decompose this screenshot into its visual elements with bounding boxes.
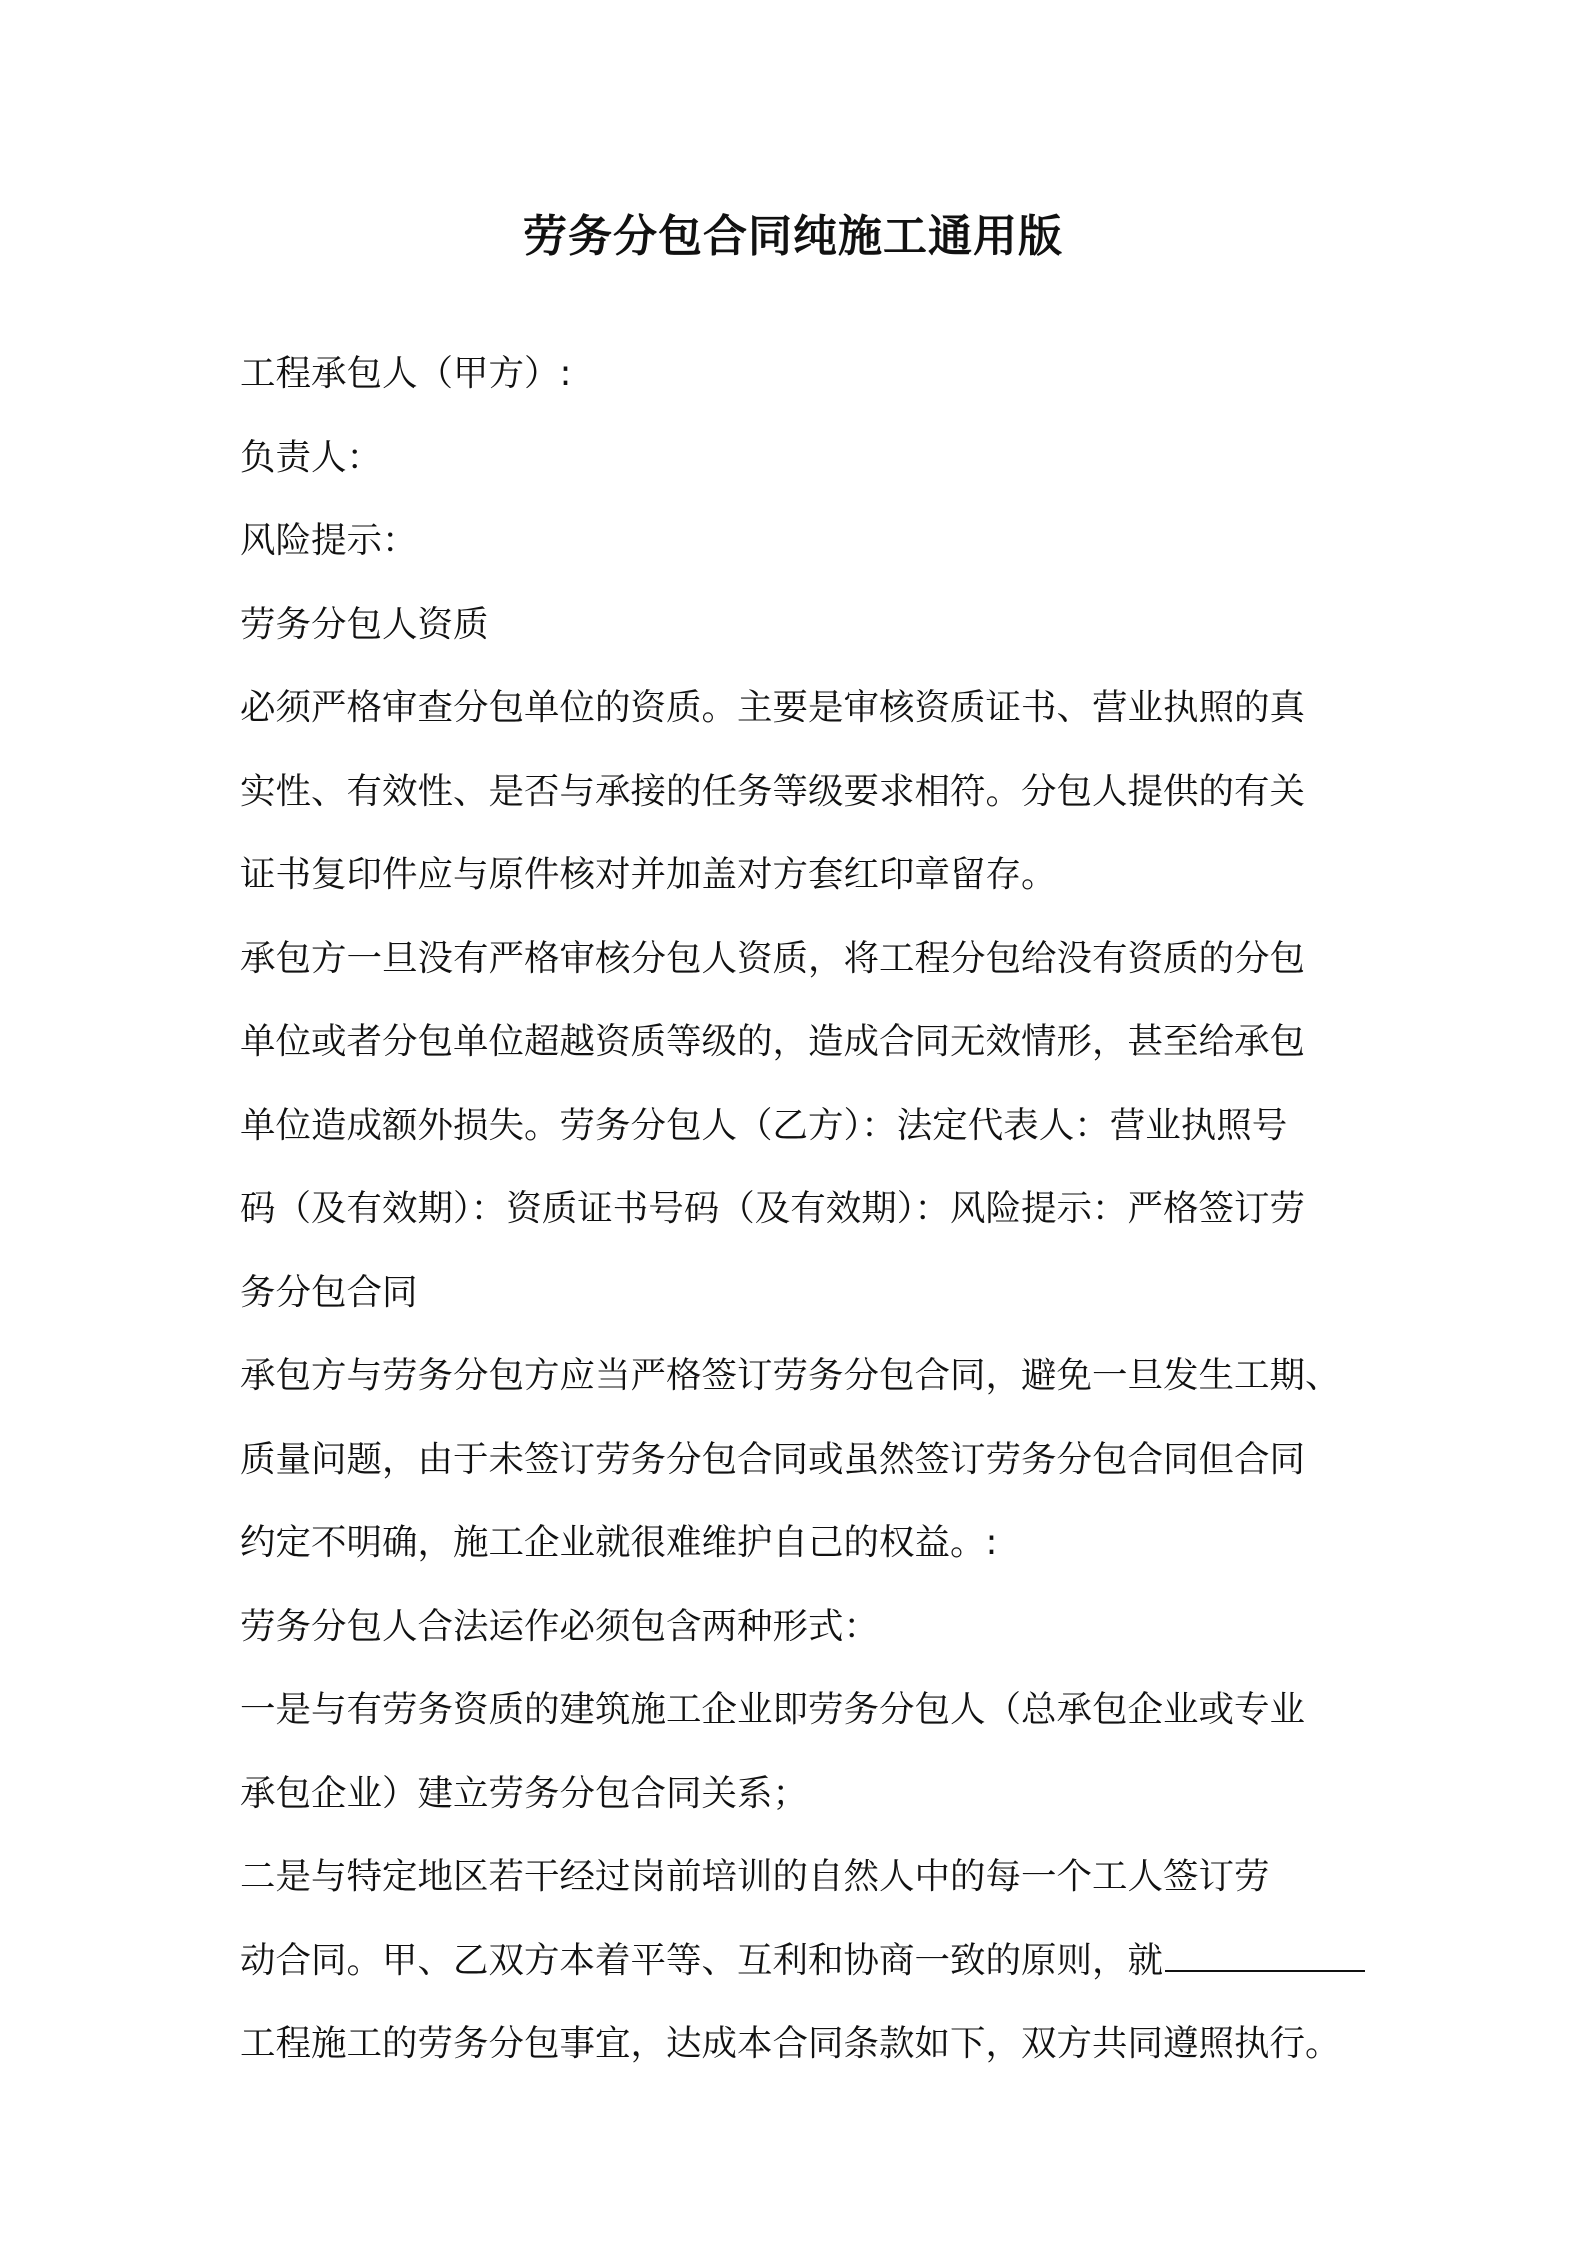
paragraph-line: 实性、有效性、是否与承接的任务等级要求相符。分包人提供的有关 [240,770,1306,812]
paragraph-line: 工程承包人（甲方）: [240,353,572,394]
fill-in-blank [1165,1940,1365,1972]
paragraph-line: 单位或者分包单位超越资质等级的，造成合同无效情形，甚至给承包 [240,1021,1306,1062]
paragraph-line: 务分包合同 [240,1271,418,1313]
paragraph-line: 码（及有效期）：资质证书号码（及有效期）：风险提示：严格签订劳 [240,1188,1306,1229]
paragraph-line: 负责人： [240,436,383,478]
paragraph-line: 工程施工的劳务分包事宜，达成本合同条款如下，双方共同遵照执行。 [240,2023,1341,2064]
paragraph-line: 承包方一旦没有严格审核分包人资质，将工程分包给没有资质的分包 [240,937,1306,979]
paragraph-line: 必须严格审查分包单位的资质。主要是审核资质证书、营业执照的真 [240,687,1306,728]
paragraph-line: 二是与特定地区若干经过岗前培训的自然人中的每一个工人签订劳 [240,1856,1270,1897]
paragraph-line: 约定不明确，施工企业就很难维护自己的权益。: [240,1522,998,1563]
paragraph-line: 单位造成额外损失。劳务分包人（乙方）：法定代表人：营业执照号 [240,1104,1288,1146]
paragraph-line: 风险提示： [240,520,418,561]
document-title: 劳务分包合同纯施工通用版 [523,211,1063,262]
paragraph-line: 劳务分包人合法运作必须包含两种形式： [240,1605,880,1647]
document-body [240,332,1370,2086]
paragraph-line-with-blank [240,1919,1370,2003]
paragraph-line: 承包企业）建立劳务分包合同关系； [240,1772,809,1814]
paragraph-line: 证书复印件应与原件核对并加盖对方套红印章留存。 [240,854,1057,895]
paragraph-line: 劳务分包人资质 [240,603,489,645]
paragraph-line: 一是与有劳务资质的建筑施工企业即劳务分包人（总承包企业或专业 [240,1689,1306,1730]
paragraph-line-text: 动合同。甲、乙双方本着平等、互利和协商一致的原则，就 [240,1939,1164,1981]
paragraph-line: 承包方与劳务分包方应当严格签订劳务分包合同，避免一旦发生工期、 [240,1355,1341,1396]
paragraph-line: 质量问题，由于未签订劳务分包合同或虽然签订劳务分包合同但合同 [240,1438,1306,1480]
